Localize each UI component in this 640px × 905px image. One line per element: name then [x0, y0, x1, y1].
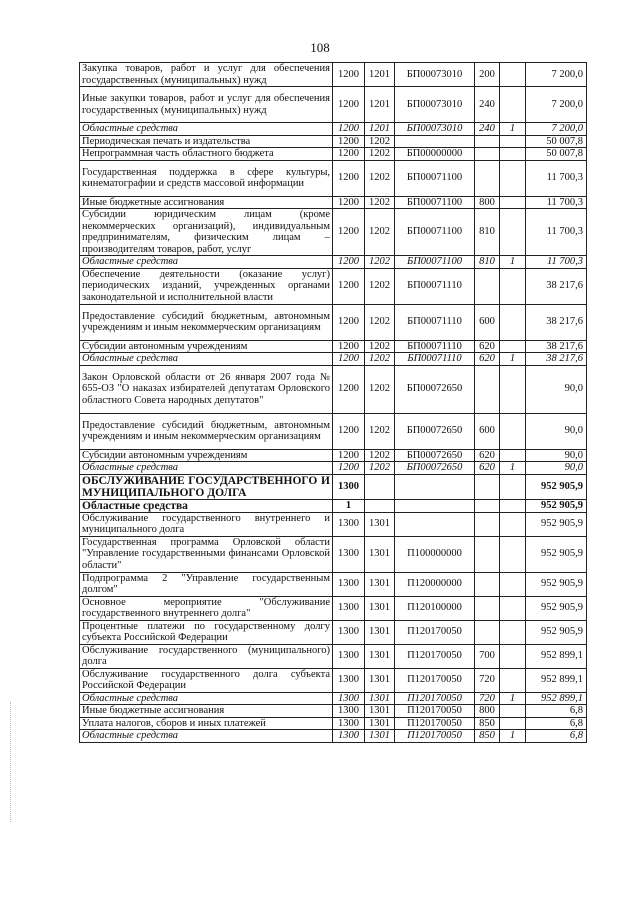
row-section-code: 1200	[333, 353, 365, 366]
row-subsection-code: 1202	[365, 413, 395, 449]
row-target-article: БП00071100	[395, 196, 475, 209]
row-section-code: 1300	[333, 717, 365, 730]
row-section-code: 1300	[333, 474, 365, 499]
table-row	[80, 717, 587, 730]
row-name: Уплата налогов, сборов и иных платежей	[80, 717, 333, 730]
row-funding-source	[500, 449, 526, 462]
row-subsection-code	[365, 499, 395, 512]
row-subsection-code: 1301	[365, 644, 395, 668]
row-name: Основное мероприятие "Обслуживание государственного внутреннего долга"	[80, 596, 333, 620]
row-funding-source	[500, 572, 526, 596]
row-expense-type: 850	[475, 730, 500, 743]
row-section-code: 1200	[333, 340, 365, 353]
row-funding-source: 1	[500, 462, 526, 475]
row-section-code: 1200	[333, 87, 365, 123]
row-target-article: П120170050	[395, 692, 475, 705]
row-expense-type	[475, 474, 500, 499]
row-name: Закупка товаров, работ и услуг для обеспечения государственных (муниципальных) нужд	[80, 63, 333, 87]
row-target-article: БП00072650	[395, 413, 475, 449]
budget-table	[79, 62, 587, 743]
table-row	[80, 705, 587, 718]
row-amount: 90,0	[526, 462, 587, 475]
row-section-code: 1200	[333, 209, 365, 256]
row-funding-source	[500, 135, 526, 148]
row-funding-source	[500, 474, 526, 499]
row-amount: 50 007,8	[526, 135, 587, 148]
row-expense-type: 620	[475, 353, 500, 366]
row-target-article	[395, 135, 475, 148]
row-expense-type	[475, 160, 500, 196]
row-subsection-code: 1202	[365, 365, 395, 413]
row-subsection-code: 1202	[365, 353, 395, 366]
row-section-code: 1300	[333, 692, 365, 705]
row-name: Областные средства	[80, 462, 333, 475]
table-row	[80, 512, 587, 536]
table-row	[80, 620, 587, 644]
table-row	[80, 160, 587, 196]
row-subsection-code: 1301	[365, 730, 395, 743]
row-subsection-code: 1202	[365, 268, 395, 304]
table-row	[80, 209, 587, 256]
row-name: Областные средства	[80, 123, 333, 136]
row-funding-source	[500, 620, 526, 644]
row-name: Иные бюджетные ассигнования	[80, 196, 333, 209]
row-subsection-code: 1202	[365, 449, 395, 462]
row-section-code: 1300	[333, 596, 365, 620]
row-target-article	[395, 474, 475, 499]
row-amount: 38 217,6	[526, 340, 587, 353]
row-funding-source: 1	[500, 123, 526, 136]
row-funding-source	[500, 499, 526, 512]
table-row	[80, 135, 587, 148]
row-name: ОБСЛУЖИВАНИЕ ГОСУДАРСТВЕННОГО И МУНИЦИПАЛЬНОГО ДОЛГА	[80, 474, 333, 499]
page-number: 108	[310, 40, 330, 55]
row-amount: 90,0	[526, 413, 587, 449]
row-funding-source	[500, 268, 526, 304]
row-section-code: 1300	[333, 572, 365, 596]
row-target-article: П120170050	[395, 705, 475, 718]
row-target-article: П120000000	[395, 572, 475, 596]
row-funding-source	[500, 512, 526, 536]
row-expense-type: 240	[475, 87, 500, 123]
row-subsection-code: 1201	[365, 87, 395, 123]
row-subsection-code: 1301	[365, 572, 395, 596]
row-target-article	[395, 512, 475, 536]
row-funding-source	[500, 340, 526, 353]
row-target-article: П120100000	[395, 596, 475, 620]
row-target-article: БП00071110	[395, 340, 475, 353]
table-row	[80, 304, 587, 340]
row-expense-type: 720	[475, 692, 500, 705]
table-row	[80, 353, 587, 366]
row-subsection-code: 1202	[365, 148, 395, 161]
table-row	[80, 572, 587, 596]
row-funding-source	[500, 705, 526, 718]
row-subsection-code: 1202	[365, 209, 395, 256]
row-funding-source	[500, 196, 526, 209]
row-funding-source	[500, 413, 526, 449]
row-section-code: 1	[333, 499, 365, 512]
row-funding-source	[500, 717, 526, 730]
row-section-code: 1200	[333, 449, 365, 462]
row-expense-type: 620	[475, 449, 500, 462]
row-amount: 7 200,0	[526, 63, 587, 87]
row-target-article: П120170050	[395, 668, 475, 692]
table-row	[80, 730, 587, 743]
row-subsection-code: 1202	[365, 196, 395, 209]
row-expense-type: 600	[475, 413, 500, 449]
row-expense-type: 600	[475, 304, 500, 340]
row-section-code: 1200	[333, 268, 365, 304]
row-section-code: 1200	[333, 160, 365, 196]
row-funding-source	[500, 644, 526, 668]
row-section-code: 1200	[333, 256, 365, 269]
row-amount: 11 700,3	[526, 196, 587, 209]
row-section-code: 1300	[333, 620, 365, 644]
row-funding-source: 1	[500, 692, 526, 705]
row-subsection-code	[365, 474, 395, 499]
row-target-article: БП00071110	[395, 304, 475, 340]
row-expense-type: 700	[475, 644, 500, 668]
row-section-code: 1200	[333, 196, 365, 209]
row-subsection-code: 1202	[365, 160, 395, 196]
row-expense-type: 800	[475, 196, 500, 209]
row-subsection-code: 1301	[365, 536, 395, 572]
row-section-code: 1200	[333, 135, 365, 148]
row-target-article: БП00071100	[395, 209, 475, 256]
row-funding-source: 1	[500, 256, 526, 269]
row-name: Непрограммная часть областного бюджета	[80, 148, 333, 161]
row-subsection-code: 1202	[365, 135, 395, 148]
row-subsection-code: 1301	[365, 692, 395, 705]
table-body	[80, 63, 587, 743]
table-row	[80, 268, 587, 304]
row-name: Субсидии юридическим лицам (кроме некоммерческих организаций), индивидуальным предпринимателям, физическим лицам – производителям товаров, работ, услуг	[80, 209, 333, 256]
row-funding-source: 1	[500, 730, 526, 743]
row-expense-type: 720	[475, 668, 500, 692]
row-funding-source	[500, 209, 526, 256]
row-expense-type: 850	[475, 717, 500, 730]
row-amount: 38 217,6	[526, 304, 587, 340]
row-target-article: П120170050	[395, 717, 475, 730]
row-amount: 7 200,0	[526, 87, 587, 123]
row-section-code: 1200	[333, 462, 365, 475]
table-row	[80, 644, 587, 668]
table-row	[80, 536, 587, 572]
table-row	[80, 87, 587, 123]
table-row	[80, 63, 587, 87]
row-amount: 952 899,1	[526, 692, 587, 705]
row-section-code: 1300	[333, 512, 365, 536]
row-expense-type: 800	[475, 705, 500, 718]
row-name: Подпрограмма 2 "Управление государственным долгом"	[80, 572, 333, 596]
row-target-article: БП00073010	[395, 123, 475, 136]
row-section-code: 1200	[333, 123, 365, 136]
row-expense-type: 620	[475, 462, 500, 475]
row-name: Закон Орловской области от 26 января 2007 года № 655-ОЗ "О наказах избирателей депутатам Орловского областного Совета народных депутатов"	[80, 365, 333, 413]
row-section-code: 1300	[333, 644, 365, 668]
row-amount: 952 905,9	[526, 536, 587, 572]
row-name: Периодическая печать и издательства	[80, 135, 333, 148]
row-name: Областные средства	[80, 256, 333, 269]
row-expense-type	[475, 499, 500, 512]
row-name: Государственная поддержка в сфере культуры, кинематографии и средств массовой информации	[80, 160, 333, 196]
row-expense-type	[475, 512, 500, 536]
row-name: Предоставление субсидий бюджетным, автономным учреждениям и иным некоммерческим организациям	[80, 304, 333, 340]
table-row	[80, 413, 587, 449]
row-subsection-code: 1202	[365, 256, 395, 269]
row-funding-source	[500, 365, 526, 413]
row-subsection-code: 1301	[365, 705, 395, 718]
row-subsection-code: 1202	[365, 462, 395, 475]
row-expense-type: 240	[475, 123, 500, 136]
row-amount: 90,0	[526, 449, 587, 462]
row-funding-source	[500, 596, 526, 620]
row-funding-source	[500, 63, 526, 87]
row-funding-source	[500, 304, 526, 340]
row-subsection-code: 1201	[365, 123, 395, 136]
row-section-code: 1300	[333, 668, 365, 692]
row-amount: 7 200,0	[526, 123, 587, 136]
row-target-article: БП00071110	[395, 268, 475, 304]
row-amount: 90,0	[526, 365, 587, 413]
row-expense-type	[475, 596, 500, 620]
row-name: Обслуживание государственного (муниципального) долга	[80, 644, 333, 668]
row-expense-type: 620	[475, 340, 500, 353]
row-amount: 38 217,6	[526, 268, 587, 304]
row-name: Обслуживание государственного долга субъекта Российской Федерации	[80, 668, 333, 692]
row-expense-type	[475, 536, 500, 572]
row-name: Областные средства	[80, 353, 333, 366]
row-target-article	[395, 499, 475, 512]
row-amount: 952 905,9	[526, 512, 587, 536]
table-row	[80, 692, 587, 705]
row-name: Государственная программа Орловской области "Управление государственными финансами Орловской области"	[80, 536, 333, 572]
row-name: Областные средства	[80, 730, 333, 743]
row-subsection-code: 1301	[365, 620, 395, 644]
row-target-article: П100000000	[395, 536, 475, 572]
row-amount: 50 007,8	[526, 148, 587, 161]
row-expense-type	[475, 365, 500, 413]
row-name: Предоставление субсидий бюджетным, автономным учреждениям и иным некоммерческим организациям	[80, 413, 333, 449]
row-amount: 952 905,9	[526, 499, 587, 512]
row-subsection-code: 1301	[365, 717, 395, 730]
row-funding-source	[500, 536, 526, 572]
row-section-code: 1200	[333, 148, 365, 161]
row-target-article: БП00072650	[395, 365, 475, 413]
table-row	[80, 474, 587, 499]
table-row	[80, 148, 587, 161]
row-section-code: 1200	[333, 413, 365, 449]
row-target-article: БП00071100	[395, 160, 475, 196]
row-section-code: 1200	[333, 365, 365, 413]
row-amount: 952 905,9	[526, 474, 587, 499]
row-name: Обеспечение деятельности (оказание услуг) периодических изданий, учрежденных органами законодательной и исполнительной власти	[80, 268, 333, 304]
row-expense-type	[475, 268, 500, 304]
row-funding-source	[500, 87, 526, 123]
table-row	[80, 365, 587, 413]
row-section-code: 1300	[333, 730, 365, 743]
row-amount: 11 700,3	[526, 209, 587, 256]
row-funding-source	[500, 160, 526, 196]
table-row	[80, 256, 587, 269]
row-name: Субсидии автономным учреждениям	[80, 340, 333, 353]
row-subsection-code: 1201	[365, 63, 395, 87]
row-target-article: БП00000000	[395, 148, 475, 161]
row-expense-type: 200	[475, 63, 500, 87]
table-row	[80, 449, 587, 462]
row-subsection-code: 1301	[365, 512, 395, 536]
table-row	[80, 596, 587, 620]
row-name: Иные бюджетные ассигнования	[80, 705, 333, 718]
row-name: Субсидии автономным учреждениям	[80, 449, 333, 462]
row-target-article: БП00073010	[395, 63, 475, 87]
row-expense-type: 810	[475, 256, 500, 269]
table-row	[80, 196, 587, 209]
table-row	[80, 499, 587, 512]
row-expense-type	[475, 572, 500, 596]
row-name: Обслуживание государственного внутреннего и муниципального долга	[80, 512, 333, 536]
row-expense-type: 810	[475, 209, 500, 256]
row-amount: 38 217,6	[526, 353, 587, 366]
row-subsection-code: 1202	[365, 340, 395, 353]
margin-mark	[10, 702, 12, 822]
row-funding-source	[500, 668, 526, 692]
table-row	[80, 340, 587, 353]
row-target-article: БП00072650	[395, 462, 475, 475]
table-row	[80, 123, 587, 136]
row-amount: 952 905,9	[526, 620, 587, 644]
row-subsection-code: 1301	[365, 596, 395, 620]
table-row	[80, 668, 587, 692]
row-subsection-code: 1301	[365, 668, 395, 692]
row-amount: 952 899,1	[526, 668, 587, 692]
row-name: Областные средства	[80, 499, 333, 512]
row-section-code: 1200	[333, 304, 365, 340]
row-target-article: БП00073010	[395, 87, 475, 123]
row-subsection-code: 1202	[365, 304, 395, 340]
row-expense-type	[475, 620, 500, 644]
row-target-article: БП00071110	[395, 353, 475, 366]
row-expense-type	[475, 135, 500, 148]
row-amount: 6,8	[526, 717, 587, 730]
row-amount: 6,8	[526, 705, 587, 718]
row-funding-source: 1	[500, 353, 526, 366]
row-amount: 11 700,3	[526, 160, 587, 196]
table-row	[80, 462, 587, 475]
row-amount: 952 905,9	[526, 596, 587, 620]
row-target-article: П120170050	[395, 644, 475, 668]
row-section-code: 1300	[333, 536, 365, 572]
row-target-article: П120170050	[395, 620, 475, 644]
row-amount: 6,8	[526, 730, 587, 743]
row-amount: 952 899,1	[526, 644, 587, 668]
row-expense-type	[475, 148, 500, 161]
row-amount: 952 905,9	[526, 572, 587, 596]
row-target-article: БП00072650	[395, 449, 475, 462]
row-funding-source	[500, 148, 526, 161]
row-name: Иные закупки товаров, работ и услуг для обеспечения государственных (муниципальных) нужд	[80, 87, 333, 123]
row-target-article: БП00071100	[395, 256, 475, 269]
row-section-code: 1200	[333, 63, 365, 87]
row-name: Процентные платежи по государственному долгу субъекта Российской Федерации	[80, 620, 333, 644]
row-amount: 11 700,3	[526, 256, 587, 269]
row-target-article: П120170050	[395, 730, 475, 743]
row-name: Областные средства	[80, 692, 333, 705]
row-section-code: 1300	[333, 705, 365, 718]
